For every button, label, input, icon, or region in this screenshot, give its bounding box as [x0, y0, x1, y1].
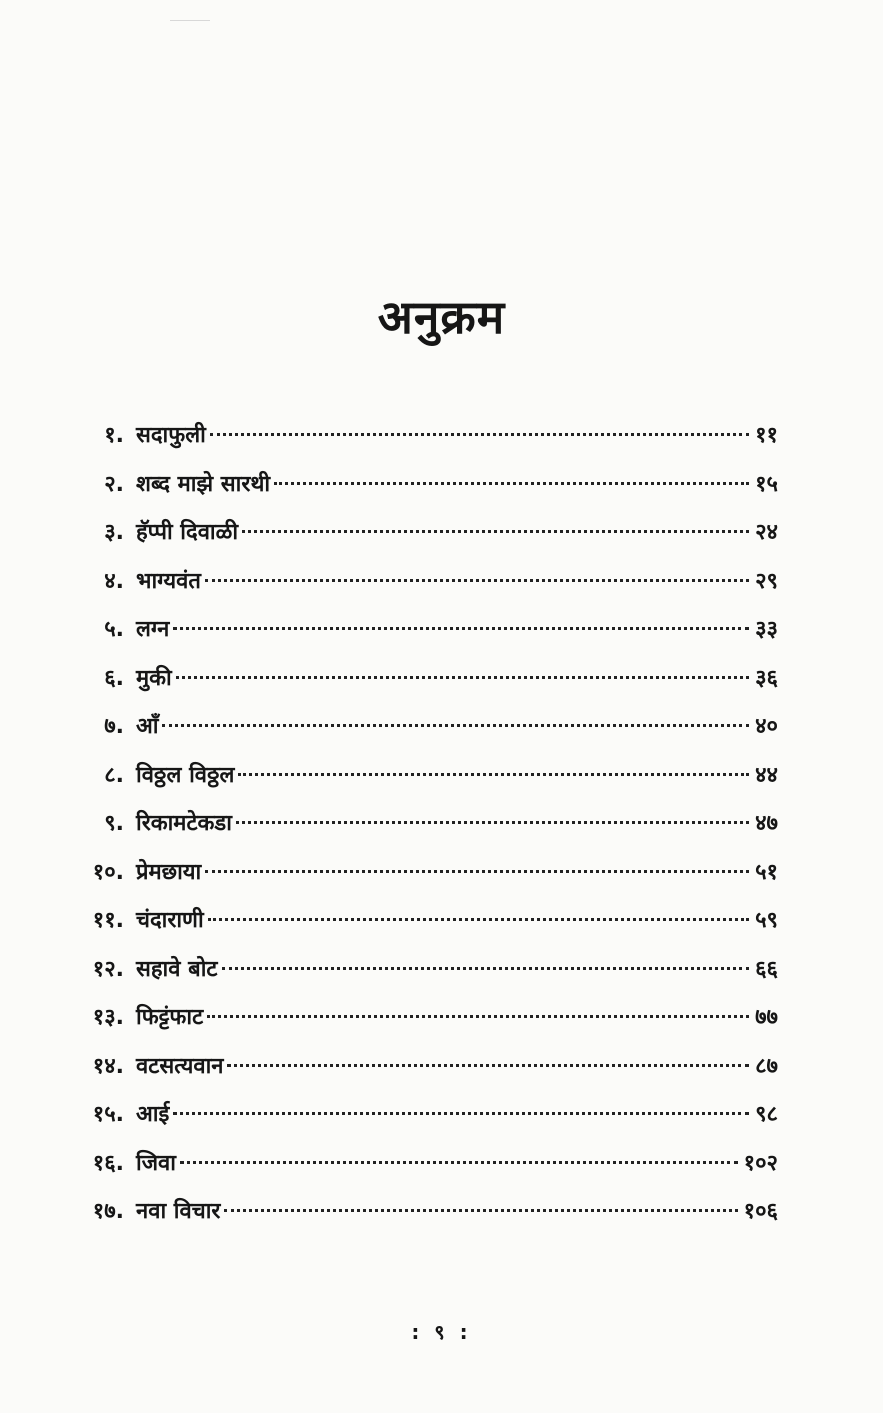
toc-entry-page: ३६ [755, 665, 778, 691]
toc-entry-label: रिकामटेकडा [136, 811, 232, 836]
toc-entry-leader-dots [180, 1161, 738, 1164]
toc-entry-page: १०२ [743, 1150, 778, 1176]
toc-entry [62, 1091, 778, 1140]
toc-entry-leader-dots [227, 1064, 749, 1067]
toc-entry-page: ४० [755, 714, 778, 739]
toc-entry-number: ६. [104, 665, 124, 691]
toc-entry [62, 994, 778, 1043]
toc-entry-page: १०६ [743, 1199, 778, 1224]
toc-entry-number: ८. [104, 762, 124, 788]
toc-entry-label: मुकी [136, 665, 172, 691]
toc-entry-label: आई [136, 1102, 170, 1127]
toc-entry-label: हॅप्पी दिवाळी [136, 520, 239, 545]
toc-entry-number: १. [104, 423, 124, 448]
toc-entry-number: २. [104, 471, 124, 497]
toc-entry-page: ७७ [755, 1005, 778, 1030]
toc-entry-number: १३. [92, 1005, 124, 1030]
toc-entry-number: ५. [104, 617, 124, 642]
toc-entry-page: २४ [755, 520, 778, 545]
toc-entry [62, 946, 778, 995]
toc-entry [62, 412, 778, 461]
toc-entry-number: १४. [92, 1053, 124, 1079]
toc-entry [62, 849, 778, 898]
toc-entry-label: फिट्टंफाट [136, 1005, 204, 1030]
toc-entry [62, 509, 778, 558]
toc-entry-page: ९८ [755, 1102, 778, 1127]
toc-entry [62, 752, 778, 801]
toc-entry-page: ५९ [755, 908, 778, 933]
toc-entry-label: सदाफुली [136, 423, 206, 448]
toc-entry-number: १५. [92, 1102, 124, 1127]
toc-entry [62, 606, 778, 655]
toc-entry-label: विठ्ठल विठ्ठल [136, 762, 235, 788]
toc-entry-number: ११. [92, 908, 124, 933]
toc-entry-leader-dots [210, 433, 749, 436]
toc-entry-label: शब्द माझे सारथी [136, 471, 271, 497]
toc-entry-label: नवा विचार [136, 1199, 221, 1224]
toc-entry-number: ९. [104, 811, 124, 836]
toc-entry-leader-dots [205, 870, 749, 873]
toc-entry-leader-dots [242, 530, 749, 533]
toc-entry-leader-dots [173, 1112, 749, 1115]
toc-entry-number: १०. [92, 859, 124, 885]
toc-entry-number: ७. [104, 714, 124, 739]
toc-entry-page: ४४ [755, 762, 778, 788]
toc-list [62, 412, 778, 1237]
toc-entry-label: चंदाराणी [136, 908, 204, 933]
toc-entry-label: प्रेमछाया [136, 859, 202, 885]
toc-entry-label: भाग्यवंत [136, 568, 201, 594]
toc-entry-page: ८७ [755, 1053, 778, 1079]
scan-mark [170, 20, 210, 21]
toc-entry-page: ११ [755, 423, 778, 448]
toc-entry-page: ४७ [755, 811, 778, 836]
toc-entry-page: ५१ [755, 859, 778, 885]
toc-entry-page: ३३ [755, 617, 778, 642]
toc-entry [62, 558, 778, 607]
toc-entry [62, 703, 778, 752]
toc-title: अनुक्रम [377, 289, 506, 344]
toc-entry-number: १२. [92, 956, 124, 982]
toc-entry [62, 1188, 778, 1237]
toc-entry [62, 461, 778, 510]
toc-entry [62, 897, 778, 946]
toc-entry [62, 1140, 778, 1189]
toc-entry-leader-dots [222, 967, 750, 970]
toc-entry-page: २९ [755, 568, 778, 594]
page-number: : ९ : [411, 1320, 472, 1344]
toc-entry-number: १७. [92, 1199, 124, 1224]
toc-entry-page: १५ [755, 471, 778, 497]
toc-entry-leader-dots [176, 676, 749, 679]
toc-entry-leader-dots [207, 1015, 749, 1018]
toc-entry-number: ४. [104, 568, 124, 594]
toc-entry-leader-dots [205, 579, 749, 582]
toc-entry-leader-dots [236, 821, 749, 824]
toc-entry-number: १६. [92, 1150, 124, 1176]
toc-entry-label: आँ [136, 714, 159, 739]
toc-entry-leader-dots [224, 1209, 737, 1212]
toc-entry-leader-dots [274, 482, 749, 485]
toc-entry-leader-dots [238, 773, 749, 776]
toc-entry-page: ६६ [755, 956, 778, 982]
toc-entry-number: ३. [104, 520, 124, 545]
toc-entry-leader-dots [162, 724, 749, 727]
toc-entry [62, 1043, 778, 1092]
toc-entry [62, 800, 778, 849]
toc-entry-leader-dots [173, 627, 749, 630]
toc-entry-label: सहावे बोट [136, 956, 218, 982]
toc-entry [62, 655, 778, 704]
toc-entry-label: लग्न [136, 617, 170, 642]
toc-entry-label: जिवा [136, 1150, 176, 1176]
toc-entry-label: वटसत्यवान [136, 1053, 224, 1079]
toc-entry-leader-dots [208, 918, 749, 921]
